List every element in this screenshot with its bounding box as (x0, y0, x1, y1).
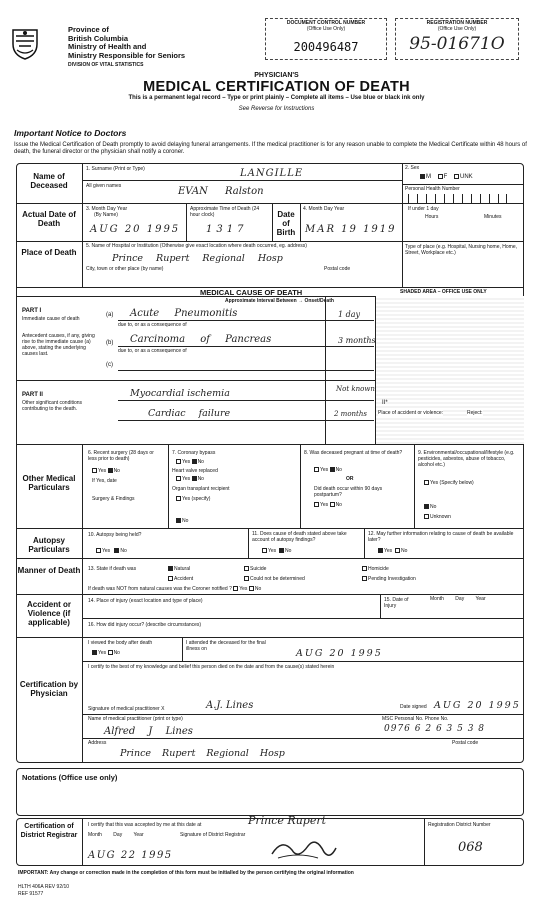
division-label: DIVISION OF VITAL STATISTICS (68, 62, 144, 68)
q7-label: 7. Coronary bypass (172, 450, 216, 456)
doc-control-box (265, 18, 387, 60)
attended-date[interactable]: AUG 20 1995 (296, 648, 383, 659)
undetermined-checkbox[interactable] (244, 576, 249, 581)
part2-line1-interval[interactable]: Not known (336, 385, 375, 393)
death-date-value[interactable]: AUG 20 1995 (90, 224, 181, 235)
q9-no-label: No (430, 504, 437, 510)
roman-ii: II* (382, 400, 388, 406)
particulars-section-label: Other Medical Particulars (22, 474, 76, 492)
surname-label: 1. Surname (Print or Type) (86, 166, 145, 172)
postal-label: Postal code (324, 266, 351, 272)
footer-important: IMPORTANT: Any change or correction made in the completion of this form must be initialled by the person certifying the original information (18, 870, 354, 876)
q15-month: Month (430, 596, 444, 602)
homicide-checkbox[interactable] (362, 566, 367, 571)
q9-yes-label: Yes (Specify below) (430, 480, 474, 486)
part1-desc: Immediate cause of death (22, 316, 80, 322)
under-day-label: If under 1 day (408, 206, 439, 212)
shaded-area (375, 296, 524, 444)
form-title: MEDICAL CERTIFICATION OF DEATH (143, 79, 410, 95)
form-code-ref: REF 91577 (18, 891, 44, 897)
surname-value[interactable]: LANGILLE (240, 168, 304, 179)
form-code: HLTH 406A REV 92/10 (18, 884, 70, 890)
q12-yes-checkbox[interactable] (378, 548, 383, 553)
cause-b-value[interactable]: Carcinoma of Pancreas (130, 334, 272, 345)
date-signed-value[interactable]: AUG 20 1995 (434, 700, 521, 711)
q15-day: Day (455, 596, 465, 602)
place-label: 5. Name of Hospital or Institution (Otherwise give exact location where death occurred, eg. address) (86, 243, 307, 249)
heart-valve-yes-checkbox[interactable] (176, 476, 181, 481)
coroner-yes-label: Yes (239, 586, 248, 592)
crest-logo (10, 26, 40, 60)
heart-valve-label: Heart valve replaced (172, 468, 218, 474)
msc-label: MSC Personal No. (382, 716, 424, 722)
phone-label: Phone No. (424, 716, 449, 722)
suicide-label: Suicide (250, 566, 267, 572)
q8-yes-label: Yes (320, 467, 329, 473)
viewed-no-checkbox[interactable] (108, 650, 113, 655)
organ-no-checkbox[interactable] (176, 518, 181, 523)
cause-a-label: (a) (106, 312, 114, 318)
natural-label: Natural (174, 566, 191, 572)
sex-f-checkbox[interactable] (438, 174, 443, 179)
q8-yes-checkbox[interactable] (314, 467, 319, 472)
postpartum-no-checkbox[interactable] (330, 502, 335, 507)
coroner-question: If death was NOT from natural causes was the Coroner notified ? (88, 586, 232, 592)
physician-name[interactable]: Alfred J Lines (104, 726, 193, 737)
q11-label: 11. Does cause of death stated above take account of autopsy findings? (252, 531, 347, 543)
doc-control-label: DOCUMENT CONTROL NUMBER (286, 20, 366, 26)
reg-number-label: REGISTRATION NUMBER (426, 20, 488, 26)
interval-label: Approximate Interval Between → Onset/Death (225, 298, 334, 304)
q15-year: Year (475, 596, 486, 602)
q6-if-yes: If Yes, date (92, 478, 117, 484)
q6-no-checkbox[interactable] (108, 468, 113, 473)
death-time-value[interactable]: 1317 (206, 224, 248, 235)
registrar-year: Year (133, 832, 144, 838)
registrar-signature (268, 834, 338, 864)
cause-heading: MEDICAL CAUSE OF DEATH (200, 288, 303, 297)
q12-no-checkbox[interactable] (395, 548, 400, 553)
cause-a-interval[interactable]: 1 day (338, 310, 361, 319)
registrar-section-label: Certification of District Registrar (20, 823, 78, 839)
date-signed-label: Date signed (400, 704, 427, 710)
antecedent-desc: Antecedent causes, if any, giving rise to the immediate cause (a) above, stating the underlying causes last. (22, 333, 95, 357)
organ-yes-checkbox[interactable] (176, 496, 181, 501)
viewed-yes-checkbox[interactable] (92, 650, 97, 655)
notice-text: Issue the Medical Certification of Death promptly to avoid delaying funeral arrangements. If the medical practitioner is for any reason unable to complete the Medical Certificate within 48 hours of death, the funeral director or the physician shall notify a coroner. (14, 142, 527, 155)
phn-grid[interactable] (408, 194, 507, 203)
notice-heading: Important Notice to Doctors (14, 128, 127, 138)
notations-label: Notations (Office use only) (22, 773, 118, 782)
q9-yes-checkbox[interactable] (424, 480, 429, 485)
pending-label: Pending Investigation (368, 576, 416, 582)
manner-section-label: Manner of Death (17, 566, 81, 575)
q16-label: 16. How did injury occur? (describe circumstances) (88, 622, 202, 628)
birth-section-label: Date of Birth (276, 210, 296, 237)
q8-no-checkbox[interactable] (330, 467, 335, 472)
phone-value[interactable]: 0976 6 2 6 3 5 3 8 (384, 724, 486, 734)
given-names-label: All given names (86, 183, 122, 189)
birth-date-value[interactable]: MAR 19 1919 (305, 224, 397, 235)
q7-yes-label: Yes (182, 459, 191, 465)
given-names-value[interactable]: EVAN Ralston (178, 186, 264, 197)
registrar-month: Month (88, 832, 102, 838)
death-date-byname: (By Name) (94, 212, 118, 218)
part2-line2[interactable]: Cardiac failure (148, 408, 231, 419)
hours-label: Hours (425, 214, 439, 220)
postpartum-no-label: No (335, 502, 342, 508)
accident-checkbox[interactable] (168, 576, 173, 581)
q10-no-checkbox[interactable] (114, 548, 119, 553)
sex-m-checkbox[interactable] (420, 174, 425, 179)
homicide-label: Homicide (368, 566, 389, 572)
registrar-accepted-label: I certify that this was accepted by me at this date at (88, 822, 202, 828)
accident-label: Accident (174, 576, 194, 582)
q11-yes-checkbox[interactable] (262, 548, 267, 553)
postpartum-yes-checkbox[interactable] (314, 502, 319, 507)
q7-no-checkbox[interactable] (192, 459, 197, 464)
q10-label: 10. Autopsy being held? (88, 532, 142, 538)
coroner-yes-checkbox[interactable] (233, 586, 238, 591)
reject-label: Reject: (467, 410, 483, 416)
british-columbia-label: British Columbia (68, 33, 129, 43)
ministry-seniors-label: Ministry Responsible for Seniors (68, 50, 186, 60)
reg-number-sub: (Office Use Only) (437, 26, 477, 32)
q14-label: 14. Place of injury (exact location and type of place) (88, 598, 203, 604)
q10-no-label: No (120, 548, 127, 554)
heart-valve-no-checkbox[interactable] (192, 476, 197, 481)
physicians-label: PHYSICIAN'S (254, 72, 299, 79)
registrar-sig-label: Signature of District Registrar (180, 832, 246, 838)
sex-m-label: M (426, 174, 431, 181)
physician-address[interactable]: Prince Rupert Regional Hosp (120, 748, 285, 759)
q8-no-label: No (335, 467, 342, 473)
q9-unknown-label: Unknown (430, 514, 451, 520)
q10-yes-checkbox[interactable] (96, 548, 101, 553)
part2-line2-interval[interactable]: 2 months (334, 410, 367, 418)
organ-no-label: No (182, 518, 189, 524)
natural-checkbox[interactable] (168, 566, 173, 571)
place-section-label: Place of Death (21, 248, 77, 257)
q9-no-checkbox[interactable] (424, 504, 429, 509)
q12-no-label: No (400, 548, 408, 554)
q7-yes-checkbox[interactable] (176, 459, 181, 464)
q9-label: 9. Environmental/occupational/lifestyle (e.g. pesticides, asbestos, abuse of tobacco, alcohol etc.) (418, 450, 515, 468)
autopsy-section-label: Autopsy Particulars (28, 536, 70, 554)
coroner-no-label: No (254, 586, 262, 592)
accident-section-label: Accident or Violence (if applicable) (26, 600, 71, 627)
q9-unknown-checkbox[interactable] (424, 514, 429, 519)
viewed-label: I viewed the body after death (88, 640, 153, 646)
suicide-checkbox[interactable] (244, 566, 249, 571)
doc-control-number: 200496487 (293, 40, 359, 54)
q8-label: 8. Was deceased pregnant at time of death? (304, 450, 403, 456)
physician-signature[interactable]: A.J. Lines (206, 700, 254, 711)
organ-yes-label: Yes (specify) (182, 496, 211, 502)
death-time-label: Approximate Time of Death (24 hour clock) (190, 206, 260, 218)
type-of-place-label: Type of place (e.g. Hospital, Nursing home, Home, Street, Workplace etc.) (405, 244, 517, 256)
province-label: Province of (68, 25, 109, 34)
address-label: Address (88, 740, 107, 746)
sex-unk-label: UNK (460, 174, 473, 181)
sex-options (420, 174, 473, 181)
heart-valve-yes-label: Yes (182, 476, 191, 482)
registrar-date[interactable]: AUG 22 1995 (88, 850, 173, 861)
surgery-findings: Surgery & Findings (92, 496, 135, 502)
phn-label: Personal Health Number (405, 186, 460, 192)
part2-label: PART II (22, 392, 43, 398)
q6-no-label: No (113, 468, 120, 474)
reg-number-box (395, 18, 519, 60)
q12-yes-label: Yes (384, 548, 393, 554)
due-to-b: due to, or as a consequence of (118, 348, 187, 354)
postpartum-yes-label: Yes (320, 502, 329, 508)
q10-yes-label: Yes (102, 548, 111, 554)
q6-label: 6. Recent surgery (28 days or less prior to death) (88, 450, 154, 462)
minutes-label: Minutes (484, 214, 502, 220)
q13-label: 13. State if death was (88, 566, 137, 572)
registrar-day: Day (113, 832, 123, 838)
q12-label: 12. May further information relating to cause of death be available later? (368, 531, 514, 543)
district-label: Registration District Number (428, 822, 491, 828)
ministry-health-label: Ministry of Health and (68, 42, 147, 51)
place-accident-label: Place of accident or violence: (378, 410, 444, 416)
cause-b-interval[interactable]: 3 months (338, 336, 376, 345)
q11-no-checkbox[interactable] (279, 548, 284, 553)
certification-section-label: Certification by Physician (19, 680, 79, 698)
sex-unk-checkbox[interactable] (454, 174, 459, 179)
attended-label: I attended the deceased for the final illness on (186, 640, 266, 652)
deceased-section-label: Name of Deceased (30, 172, 68, 190)
q7-no-label: No (197, 459, 204, 465)
sex-label: 2. Sex (405, 165, 420, 171)
part2-line1[interactable]: Myocardial ischemia (130, 388, 230, 399)
cause-a-value[interactable]: Acute Pneumonitis (130, 308, 238, 319)
sex-f-label: F (443, 174, 448, 181)
certify-text: I certify to the best of my knowledge and belief this person died on the date and from the cause(s) stated herein (88, 664, 335, 670)
due-to-a: due to, or as a consequence of (118, 322, 187, 328)
q6-yes-label: Yes (98, 468, 107, 474)
coroner-no-checkbox[interactable] (249, 586, 254, 591)
form-subtitle: This is a permanent legal record – Type or print plainly – Complete all items – Use blue or black ink only (128, 95, 425, 101)
postpartum-label: Did death occur within 90 days postpartum? (314, 486, 383, 498)
reg-number: 95-01671O (409, 34, 505, 54)
doc-control-sub: (Office Use Only) (306, 26, 346, 32)
part2-desc: Other significant conditions contributing to the death. (22, 400, 83, 412)
see-reverse: See Reverse for Instructions (238, 106, 315, 112)
signature-label: Signature of medical practitioner X (88, 706, 165, 712)
cause-c-label: (c) (106, 362, 113, 368)
place-value[interactable]: Prince Rupert Regional Hosp (112, 253, 283, 264)
undetermined-label: Could not be determined (250, 576, 305, 582)
heart-valve-no-label: No (197, 476, 204, 482)
viewed-no-label: No (113, 650, 120, 656)
city-label: City, town or other place (by name) (86, 266, 164, 272)
district-number[interactable]: 068 (458, 840, 483, 855)
death-date-label: 3. Month Day Year (86, 206, 128, 212)
q6-yes-checkbox[interactable] (92, 468, 97, 473)
part1-label: PART I (22, 308, 42, 314)
q15-label: 15. Date of Injury (384, 597, 409, 609)
pending-checkbox[interactable] (362, 576, 367, 581)
q11-yes-label: Yes (268, 548, 277, 554)
registrar-place[interactable]: Prince Rupert (248, 814, 327, 827)
q11-no-label: No (284, 548, 292, 554)
birth-date-label: 4. Month Day Year (303, 206, 345, 212)
organ-label: Organ transplant recipient (172, 486, 230, 492)
cert-postal-label: Postal code (452, 740, 479, 746)
cause-b-label: (b) (106, 340, 114, 346)
physician-name-label: Name of medical practitioner (print or type) (88, 716, 183, 722)
shaded-label: SHADED AREA – OFFICE USE ONLY (400, 289, 487, 295)
viewed-yes-label: Yes (98, 650, 107, 656)
or-label: OR (346, 476, 354, 482)
death-date-section-label: Actual Date of Death (22, 210, 76, 228)
